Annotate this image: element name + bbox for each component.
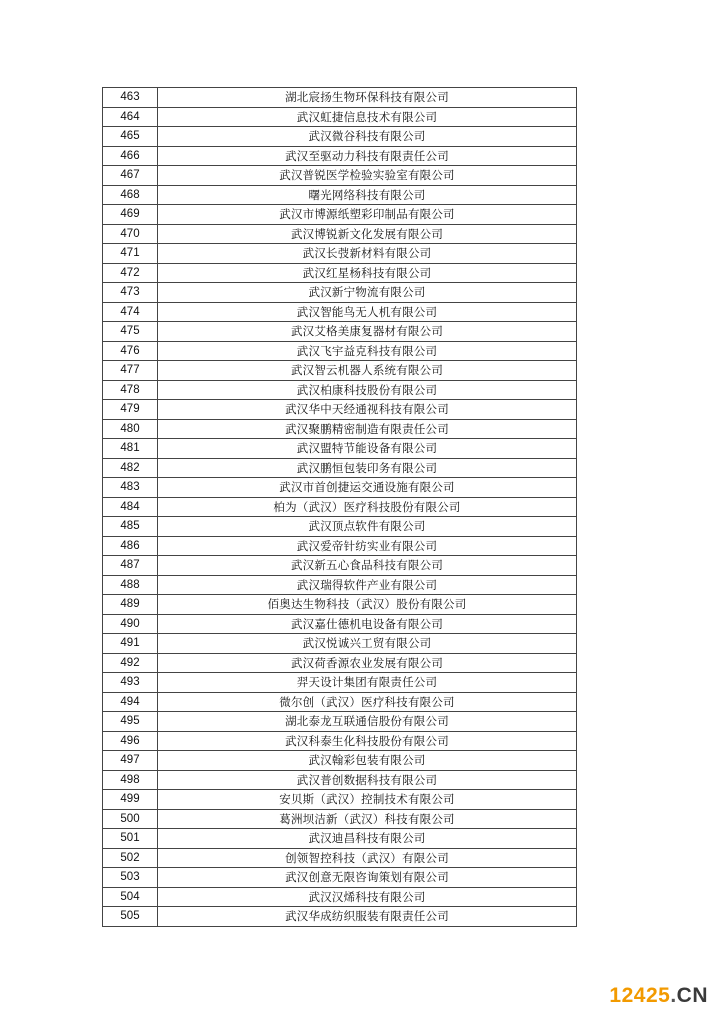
watermark-digits: 12425 xyxy=(609,984,671,1007)
row-number: 475 xyxy=(103,322,158,342)
table-row xyxy=(103,790,577,810)
table-row xyxy=(103,458,577,478)
table-row xyxy=(103,595,577,615)
company-name: 湖北泰龙互联通信股份有限公司 xyxy=(158,712,577,732)
row-number: 463 xyxy=(103,88,158,108)
table-row xyxy=(103,146,577,166)
table-row xyxy=(103,614,577,634)
row-number: 492 xyxy=(103,653,158,673)
company-name: 武汉汉烯科技有限公司 xyxy=(158,887,577,907)
table-row xyxy=(103,263,577,283)
company-name: 微尔创（武汉）医疗科技有限公司 xyxy=(158,692,577,712)
site-watermark xyxy=(609,984,708,1008)
company-name: 武汉市首创捷运交通设施有限公司 xyxy=(158,478,577,498)
table-row xyxy=(103,887,577,907)
table-row xyxy=(103,556,577,576)
row-number: 484 xyxy=(103,497,158,517)
company-name: 武汉艾格美康复器材有限公司 xyxy=(158,322,577,342)
table-row xyxy=(103,88,577,108)
table-row xyxy=(103,400,577,420)
row-number: 488 xyxy=(103,575,158,595)
row-number: 504 xyxy=(103,887,158,907)
table-row xyxy=(103,692,577,712)
row-number: 485 xyxy=(103,517,158,537)
row-number: 496 xyxy=(103,731,158,751)
table-row xyxy=(103,829,577,849)
table-row xyxy=(103,439,577,459)
row-number: 494 xyxy=(103,692,158,712)
table-row xyxy=(103,673,577,693)
table-row xyxy=(103,380,577,400)
company-name: 武汉博锐新文化发展有限公司 xyxy=(158,224,577,244)
company-name: 曙光网络科技有限公司 xyxy=(158,185,577,205)
company-name: 武汉市博源纸塑彩印制品有限公司 xyxy=(158,205,577,225)
row-number: 500 xyxy=(103,809,158,829)
row-number: 489 xyxy=(103,595,158,615)
company-name: 武汉嘉仕德机电设备有限公司 xyxy=(158,614,577,634)
table-row xyxy=(103,575,577,595)
company-list-body xyxy=(103,88,577,927)
row-number: 466 xyxy=(103,146,158,166)
company-name: 武汉鹏恒包装印务有限公司 xyxy=(158,458,577,478)
table-row xyxy=(103,166,577,186)
row-number: 479 xyxy=(103,400,158,420)
table-row xyxy=(103,107,577,127)
row-number: 503 xyxy=(103,868,158,888)
row-number: 468 xyxy=(103,185,158,205)
company-name: 武汉至驱动力科技有限责任公司 xyxy=(158,146,577,166)
row-number: 476 xyxy=(103,341,158,361)
row-number: 470 xyxy=(103,224,158,244)
table-row xyxy=(103,341,577,361)
company-name: 羿天设计集团有限责任公司 xyxy=(158,673,577,693)
table-row xyxy=(103,731,577,751)
table-row xyxy=(103,244,577,264)
company-name: 武汉悦诚兴工贸有限公司 xyxy=(158,634,577,654)
row-number: 497 xyxy=(103,751,158,771)
table-row xyxy=(103,907,577,927)
company-name: 武汉红星杨科技有限公司 xyxy=(158,263,577,283)
table-row xyxy=(103,127,577,147)
row-number: 473 xyxy=(103,283,158,303)
company-name: 武汉创意无限咨询策划有限公司 xyxy=(158,868,577,888)
company-name: 武汉长弢新材料有限公司 xyxy=(158,244,577,264)
row-number: 474 xyxy=(103,302,158,322)
company-name: 武汉顶点软件有限公司 xyxy=(158,517,577,537)
row-number: 491 xyxy=(103,634,158,654)
company-name: 武汉瑞得软件产业有限公司 xyxy=(158,575,577,595)
table-row xyxy=(103,302,577,322)
table-row xyxy=(103,419,577,439)
company-name: 湖北宸扬生物环保科技有限公司 xyxy=(158,88,577,108)
row-number: 483 xyxy=(103,478,158,498)
table-row xyxy=(103,536,577,556)
table-row xyxy=(103,751,577,771)
table-row xyxy=(103,653,577,673)
row-number: 477 xyxy=(103,361,158,381)
row-number: 501 xyxy=(103,829,158,849)
table-row xyxy=(103,770,577,790)
row-number: 482 xyxy=(103,458,158,478)
row-number: 499 xyxy=(103,790,158,810)
row-number: 480 xyxy=(103,419,158,439)
company-name: 武汉聚鹏精密制造有限责任公司 xyxy=(158,419,577,439)
company-name: 佰奥达生物科技（武汉）股份有限公司 xyxy=(158,595,577,615)
company-name: 武汉科泰生化科技股份有限公司 xyxy=(158,731,577,751)
company-name: 武汉爱帝针纺实业有限公司 xyxy=(158,536,577,556)
row-number: 495 xyxy=(103,712,158,732)
row-number: 505 xyxy=(103,907,158,927)
company-name: 武汉华成纺织服装有限责任公司 xyxy=(158,907,577,927)
row-number: 498 xyxy=(103,770,158,790)
table-row xyxy=(103,712,577,732)
company-name: 武汉普创数据科技有限公司 xyxy=(158,770,577,790)
row-number: 493 xyxy=(103,673,158,693)
row-number: 490 xyxy=(103,614,158,634)
table-row xyxy=(103,848,577,868)
watermark-suffix: CN xyxy=(676,984,708,1007)
table-row xyxy=(103,868,577,888)
company-name: 武汉华中天经通视科技有限公司 xyxy=(158,400,577,420)
row-number: 481 xyxy=(103,439,158,459)
company-name: 武汉虹捷信息技术有限公司 xyxy=(158,107,577,127)
company-name: 安贝斯（武汉）控制技术有限公司 xyxy=(158,790,577,810)
row-number: 472 xyxy=(103,263,158,283)
table-row xyxy=(103,205,577,225)
company-name: 武汉飞宇益克科技有限公司 xyxy=(158,341,577,361)
row-number: 487 xyxy=(103,556,158,576)
table-row xyxy=(103,224,577,244)
row-number: 502 xyxy=(103,848,158,868)
company-name: 武汉迪昌科技有限公司 xyxy=(158,829,577,849)
company-name: 柏为（武汉）医疗科技股份有限公司 xyxy=(158,497,577,517)
table-row xyxy=(103,185,577,205)
table-row xyxy=(103,361,577,381)
row-number: 469 xyxy=(103,205,158,225)
row-number: 467 xyxy=(103,166,158,186)
company-name: 葛洲坝洁新（武汉）科技有限公司 xyxy=(158,809,577,829)
company-name: 武汉荷香源农业发展有限公司 xyxy=(158,653,577,673)
company-name: 武汉翰彩包装有限公司 xyxy=(158,751,577,771)
row-number: 471 xyxy=(103,244,158,264)
row-number: 464 xyxy=(103,107,158,127)
table-row xyxy=(103,322,577,342)
company-name: 武汉盟特节能设备有限公司 xyxy=(158,439,577,459)
company-list-table xyxy=(102,87,577,927)
company-name: 武汉新五心食品科技有限公司 xyxy=(158,556,577,576)
table-row xyxy=(103,517,577,537)
company-name: 武汉微谷科技有限公司 xyxy=(158,127,577,147)
company-name: 武汉智云机器人系统有限公司 xyxy=(158,361,577,381)
row-number: 465 xyxy=(103,127,158,147)
table-row xyxy=(103,478,577,498)
company-name: 武汉柏康科技股份有限公司 xyxy=(158,380,577,400)
table-row xyxy=(103,283,577,303)
company-name: 武汉普锐医学检验实验室有限公司 xyxy=(158,166,577,186)
watermark-dot: . xyxy=(670,984,677,1007)
row-number: 478 xyxy=(103,380,158,400)
company-name: 武汉智能鸟无人机有限公司 xyxy=(158,302,577,322)
row-number: 486 xyxy=(103,536,158,556)
company-name: 创领智控科技（武汉）有限公司 xyxy=(158,848,577,868)
company-name: 武汉新宁物流有限公司 xyxy=(158,283,577,303)
table-row xyxy=(103,634,577,654)
table-row xyxy=(103,497,577,517)
table-row xyxy=(103,809,577,829)
